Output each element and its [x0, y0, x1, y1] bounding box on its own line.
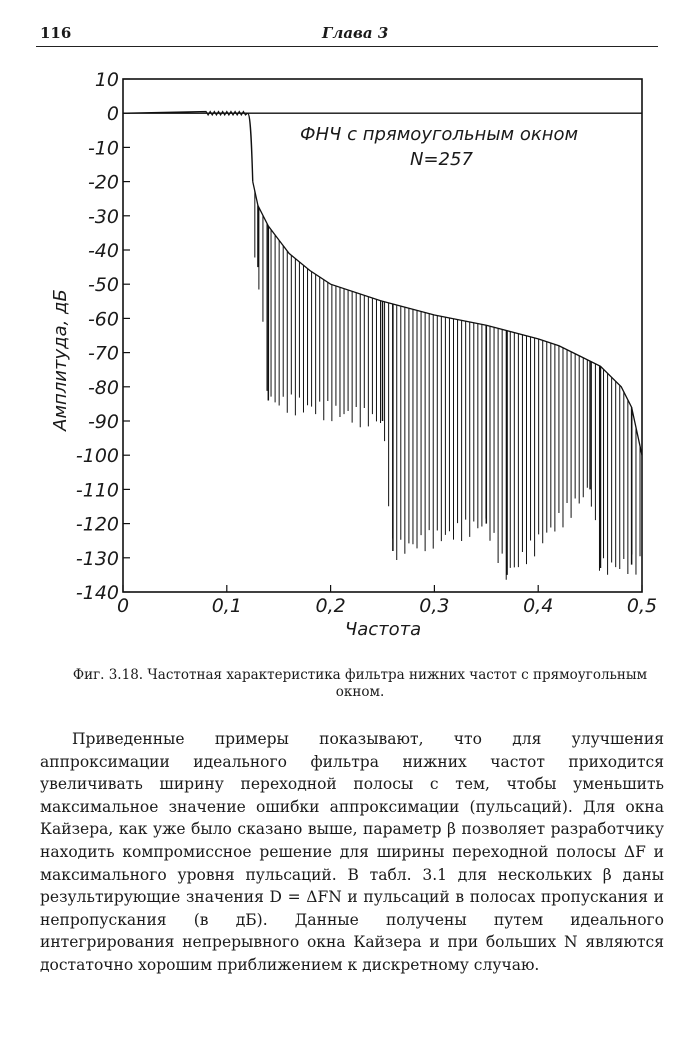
- x-tick-label: 0,4: [523, 595, 554, 617]
- y-tick-label: -80: [87, 376, 119, 399]
- y-tick-label: -130: [75, 547, 119, 570]
- page-number: 116: [40, 24, 72, 42]
- y-tick-label: -140: [75, 582, 119, 604]
- transition-curve: [248, 113, 253, 181]
- stopband-lobes: [255, 191, 640, 580]
- x-axis-label: Частота: [344, 619, 422, 640]
- chart-title: ФНЧ с прямоугольным окном: [300, 124, 579, 145]
- x-tick-label: 0,1: [211, 595, 242, 617]
- y-tick-label: -50: [87, 274, 119, 297]
- y-tick-label: -90: [87, 411, 119, 433]
- y-tick-label: -120: [75, 513, 119, 536]
- y-tick-label: -60: [87, 308, 119, 331]
- x-tick-label: 0: [116, 595, 130, 617]
- y-tick-label: -10: [87, 137, 119, 160]
- y-tick-label: -40: [87, 240, 119, 262]
- chart-subtitle: N=257: [410, 149, 473, 170]
- y-tick-label: -100: [75, 445, 119, 468]
- x-tick-label: 0,3: [419, 595, 450, 617]
- x-tick-label: 0,2: [315, 595, 346, 617]
- body-paragraph: Приведенные примеры показывают, что для улучшения аппроксимации идеального фильтра нижних частот приходится увеличивать ширину переходной полосы с тем, чтобы уменьшить максимальное значение ошибки аппроксимации (пульсаций). Для окна Кайзера, как уже было сказано выше, параметр β позволяет разработчику находить компромиссное решение для ширины переходной полосы ΔF и максимального уровня пульсаций. В табл. 3.1 для нескольких β даны результирующие значения D = ΔFN и пульсаций в полосах пропускания и непропускания (в дБ). Данные получены путем идеального интегрирования непрерывного окна Кайзера и при больших N являются достаточно хорошим приближением к дискретному случаю.: [40, 730, 664, 974]
- chapter-title: Глава 3: [322, 24, 389, 42]
- y-tick-label: 0: [106, 103, 119, 126]
- figure-caption: Фиг. 3.18. Частотная характеристика фильтра нижних частот с прямоугольным окном.: [72, 667, 648, 700]
- y-tick-label: -70: [87, 342, 119, 365]
- y-axis-label: Амплитуда, дБ: [50, 289, 71, 431]
- y-tick-label: -110: [75, 479, 119, 502]
- y-tick-label: -30: [87, 205, 119, 228]
- x-tick-label: 0,5: [626, 595, 658, 617]
- y-tick-label: 10: [94, 69, 119, 91]
- y-tick-label: -20: [87, 171, 119, 194]
